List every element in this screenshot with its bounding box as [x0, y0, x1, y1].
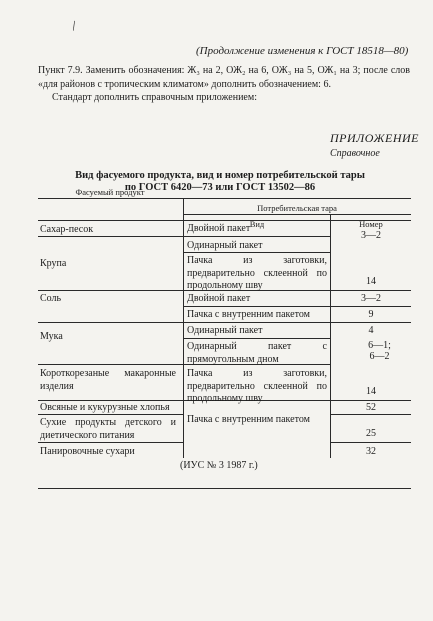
number-cell: 32 [366, 446, 376, 457]
bottom-rule [38, 488, 411, 489]
product-cell: Короткорезаные макаронные изделия [40, 368, 176, 392]
continuation-header: (Продолжение изменения к ГОСТ 18518—80) [196, 45, 409, 57]
header-number: Номер [359, 219, 383, 229]
kind-cell: Двойной пакет [187, 223, 251, 234]
number-rule [330, 290, 411, 291]
product-cell: Мука [40, 331, 63, 342]
row-rule [183, 338, 330, 339]
appendix-title: ПРИЛОЖЕНИЕ [330, 131, 419, 145]
product-cell: Сухие продукты детского и диетического питания [40, 417, 176, 441]
row-rule [183, 306, 330, 307]
product-rule [38, 364, 183, 365]
corner-mark: / [69, 17, 78, 34]
header-kind: Вид [249, 219, 265, 229]
product-cell: Сахар-песок [40, 224, 94, 235]
kind-cell: Одинарный пакет с прямоугольным дном [187, 341, 327, 365]
supplement-paragraph: Стандарт дополнить справочным приложением: [52, 92, 257, 103]
number-cell: 3—2 [361, 293, 381, 304]
amendment-paragraph: Пункт 7.9. Заменить обозначения: Ж₃ на 2, ОЖ₂ на 6, ОЖ₃ на 5, ОЖ₁ на 3; после слов «для районов с тропическим климатом» дополнить обозначением: 6. [38, 65, 410, 90]
number-column-divider [330, 214, 331, 458]
appendix-note: Справочное [330, 148, 380, 159]
number-cell: 6—2 [369, 351, 390, 362]
kind-cell: Пачка из заготовки, предварительно склеенной по продольному шву [187, 255, 327, 291]
kind-cell: Пачка с внутренним пакетом [187, 309, 310, 320]
number-rule [330, 322, 411, 323]
row-rule [183, 236, 330, 237]
product-rule [38, 290, 183, 291]
table-top-rule [38, 198, 411, 199]
product-cell: Панировочные сухари [40, 446, 135, 457]
kind-cell: Одинарный пакет [187, 240, 263, 251]
number-rule [330, 306, 411, 307]
number-cell: 4 [368, 325, 374, 336]
kind-cell: Пачка с внутренним пакетом [187, 414, 310, 425]
source-note: (ИУС № 3 1987 г.) [180, 460, 258, 471]
kind-cell: Двойной пакет [187, 293, 251, 304]
header-product: Фасуемый продукт [75, 187, 145, 197]
number-rule [330, 400, 411, 401]
header-tare: Потребительская тара [257, 203, 337, 213]
number-cell: 9 [368, 309, 374, 320]
number-rule [330, 442, 411, 443]
table-subtitle: по ГОСТ 6420—73 или ГОСТ 13502—86 [124, 182, 316, 193]
product-cell: Овсяные и кукурузные хлопья [40, 402, 170, 413]
product-cell: Соль [40, 293, 62, 304]
kind-cell: Одинарный пакет [187, 325, 263, 336]
product-rule [38, 322, 183, 323]
product-column-divider [183, 198, 184, 458]
number-cell: 14 [366, 276, 376, 287]
number-cell: 3—2 [361, 230, 381, 241]
product-rule [38, 400, 183, 401]
number-cell: 14 [366, 386, 376, 397]
product-cell: Крупа [40, 258, 67, 269]
product-rule [38, 442, 183, 443]
table-title: Вид фасуемого продукта, вид и номер потребительской тары [75, 170, 365, 181]
number-cell: 6—1; [368, 340, 391, 351]
row-rule [183, 322, 330, 323]
number-cell: 52 [366, 402, 376, 413]
kind-cell: Пачка из заготовки, предварительно склеенной по продольному шву [187, 368, 327, 404]
number-cell: 25 [366, 428, 376, 439]
